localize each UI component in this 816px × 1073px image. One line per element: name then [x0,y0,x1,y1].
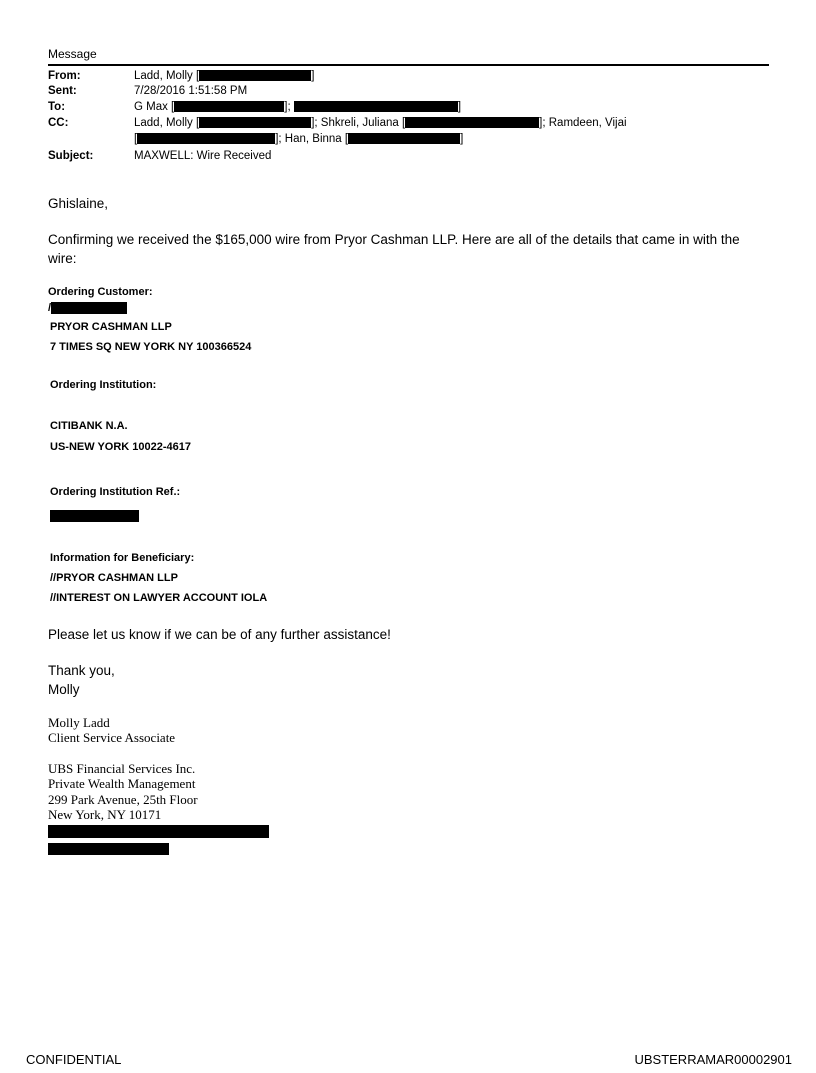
footer-bates-number: UBSTERRAMAR00002901 [634,1052,792,1067]
redaction-bar [199,117,311,128]
cc-part1: Ladd, Molly [ [134,117,200,129]
to-close: ] [457,101,462,113]
redaction-bar [348,133,460,144]
beneficiary-line1: //PRYOR CASHMAN LLP [50,572,178,584]
redaction-bar [174,101,284,112]
message-label: Message [48,47,97,61]
to-mid: ]; [284,101,291,113]
signature-redacted-line1 [48,823,269,841]
beneficiary-label: Information for Beneficiary: [50,552,195,564]
redaction-bar [50,510,139,522]
cc-label: CC: [48,117,69,129]
to-value [134,101,461,113]
redaction-bar [405,117,539,128]
redaction-bar [199,70,311,81]
signature-title: Client Service Associate [48,730,176,745]
institution-ref-label: Ordering Institution Ref.: [50,486,181,498]
cc-part4: ]; Han, Binna [ [275,133,349,145]
ordering-customer-account [48,302,127,314]
subject-value: MAXWELL: Wire Received [134,150,272,162]
to-text: G Max [ [134,101,175,113]
institution-address: US-NEW YORK 10022-4617 [50,441,192,453]
from-value [134,70,314,82]
account-slash: / [48,302,52,314]
from-text: Ladd, Molly [ [134,70,200,82]
cc-part2: ]; Shkreli, Juliana [ [311,117,406,129]
redaction-bar [51,302,127,314]
cc-value-line2 [134,133,463,145]
footer-confidential: CONFIDENTIAL [26,1052,122,1067]
signature-street: 299 Park Avenue, 25th Floor [48,792,198,807]
subject-label: Subject: [48,150,94,162]
cc-part3: ]; Ramdeen, Vijai [539,117,627,129]
beneficiary-line2: //INTEREST ON LAWYER ACCOUNT IOLA [50,592,268,604]
from-close: ] [311,70,315,82]
signature-name: Molly Ladd [48,715,110,730]
institution-name: CITIBANK N.A. [50,420,128,432]
redaction-bar [137,133,275,144]
signature-division: Private Wealth Management [48,776,196,791]
cc-open: [ [134,133,138,145]
to-label: To: [48,101,66,113]
body-paragraph-line1: Confirming we received the $165,000 wire from Pryor Cashman LLP. Here are all of the details that came in with the [48,232,740,247]
ordering-customer-label: Ordering Customer: [48,286,153,298]
signature-company: UBS Financial Services Inc. [48,761,196,776]
institution-ref-value [50,507,139,525]
sent-label: Sent: [48,85,77,97]
sender-first-name: Molly [48,682,80,697]
redaction-bar [294,101,458,112]
redaction-bar [48,843,169,855]
customer-name: PRYOR CASHMAN LLP [50,321,172,333]
redaction-bar [48,825,269,838]
customer-address: 7 TIMES SQ NEW YORK NY 100366524 [50,341,252,353]
ordering-institution-label: Ordering Institution: [50,379,157,391]
cc-value-line1 [134,117,627,129]
from-label: From: [48,70,81,82]
signature-city: New York, NY 10171 [48,807,162,822]
body-paragraph-line2: wire: [48,251,77,266]
signature-redacted-line2 [48,840,169,858]
header-divider [48,64,769,66]
cc-close: ] [460,133,464,145]
greeting: Ghislaine, [48,196,109,211]
closing-request: Please let us know if we can be of any further assistance! [48,627,391,642]
sent-value: 7/28/2016 1:51:58 PM [134,85,248,97]
thanks: Thank you, [48,663,115,678]
